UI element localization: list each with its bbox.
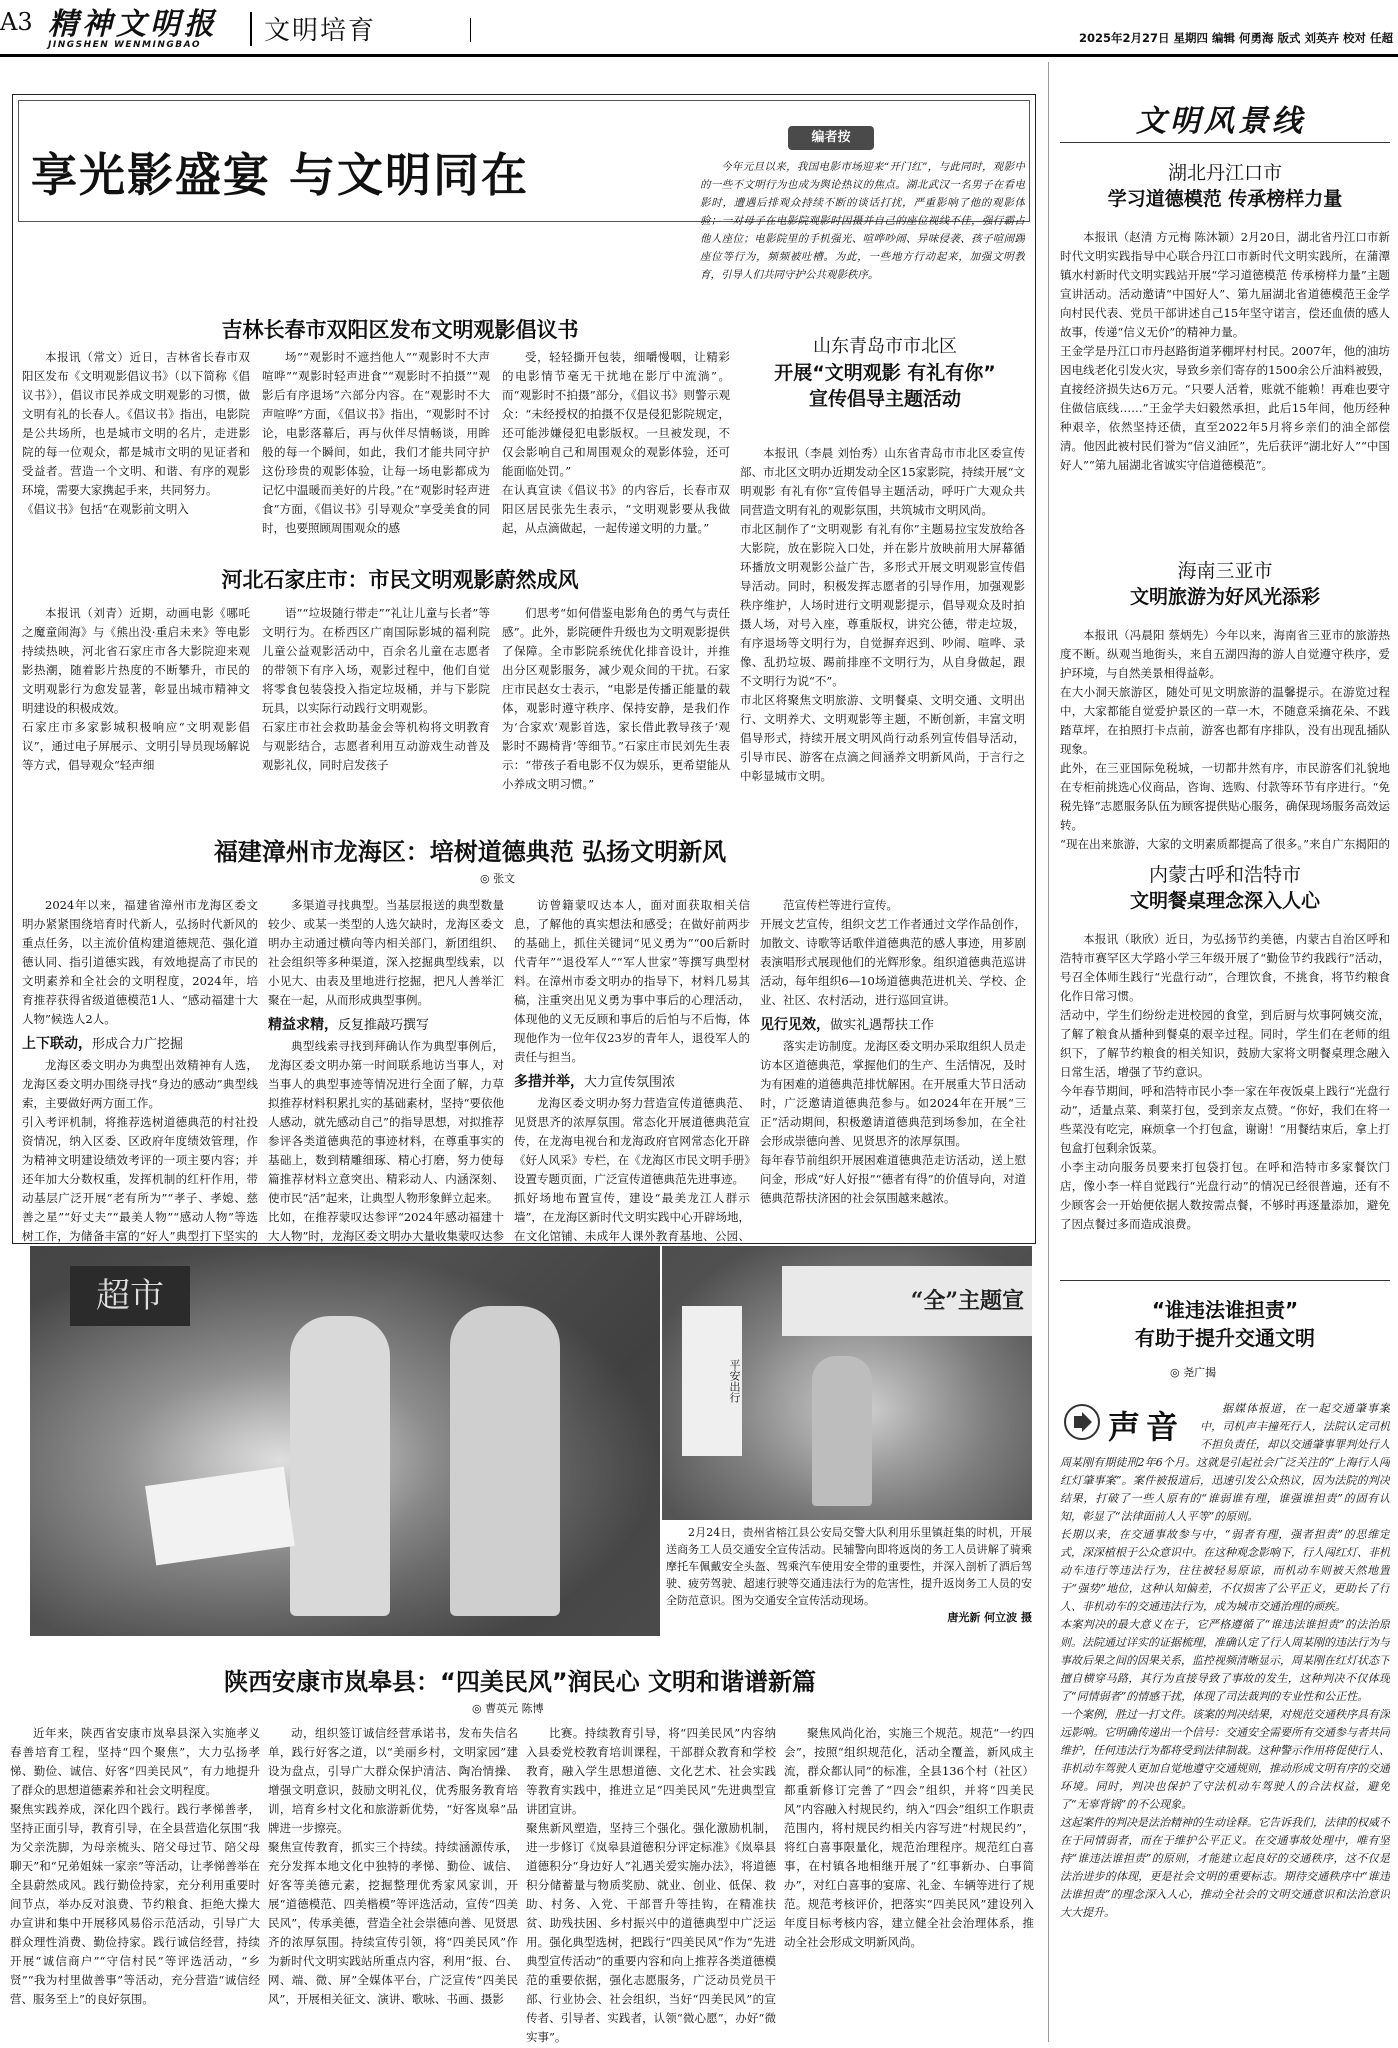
hebei-col-3: 们思考“如何借鉴电影角色的勇气与责任感”。此外，影院硬件升级也为文明观影提供了保障。全市影院系统优化排音设计，并推出分区观影服务，减少观众间的干扰。石家庄市民赵女士表示，“电影是传播正能量的载体，观影时遵守秩序、保持安静，是我们作为‘合家欢’观影首选，家长借此教导孩子‘观影时不踢椅背’等细节。”石家庄市民刘先生表示：“带孩子看电影不仅为娱乐，更希望能从小养成文明习惯。”: [502, 606, 730, 791]
shaanxi-byline: ◎ 曹英元 陈博: [472, 1702, 544, 1715]
lead-title: 享光影盛宴 与文明同在: [31, 148, 530, 202]
logo-en: JINGSHEN WENMINGBAO: [48, 40, 201, 50]
sidebar-s1-body: 本报讯（赵清 方元梅 陈沐颖）2月20日，湖北省丹江口市新时代文明实践指导中心联合丹江口市新时代文明实践所，在蒲潭镇水村新时代文明实践站开展“学习道德模范 传承榜样力量”主题宣讲活动。活动邀请“中国好人”、第九届湖北省道德模范王金学向村民代表、党员干部讲述自己15年坚守诺言，偿还血债的感人故事，传递“信义无价”的精神力量。 王金学是丹江口市丹赵路街道茅棚坪村村民。2007年，他的油坊因电线老化引发火灾，导致乡亲们寄存的1500余公斤油料被毁，直接经济损失达6万元。“只要人活着，账就不能赖！再难也要守住做信底线……”王金学夫妇毅然承担，此后15年间，他历经种种艰辛，依然坚持还债，直至2022年5月将乡亲们的油全部偿清。他因此被村民们誉为“信义油匠”，先后获评“湖北好人”“中国好人”“第九届湖北省诚实守信道德模范”。: [1060, 230, 1390, 472]
voice-body: 据媒体报道，在一起交通肇事案中，司机声丰撞死行人，法院认定司机不担负责任，却以交通肇事罪判处行人周某刚有期徒刑2年6个月。这就是引起社会广泛关注的“上海行人闯红灯肇事案”。案件被报道后，迅速引发公众热议，因为法院的判决结果，打破了一些人原有的“谁弱谁有理，谁强谁担责”的固有认知，彰显了“法律面前人人平等”的原则。 长期以来，在交通事故参与中，“弱者有理，强者担责”的思维定式，深深植根于公众意识中。在这种观念影响下，行人闯红灯、非机动车违行等违法行为，往往被轻易原谅，而机动车则被天然地置于“强势”地位，这种认知偏差，不仅损害了公平正义，更助长了行人、非机动车的交通违法行为，成为城市交通治理的顽疾。 本案判决的最大意义在于，它严格遵循了“谁违法谁担责”的法治原则。法院通过详实的证据梳理，准确认定了行人周某刚的违法行为与事故后果之间的因果关系，监控视频清晰显示，周某刚在红灯状态下擅自横穿马路，其行为直接导致了事故的发生，这种判决不仅体现了“同情弱者”的情感干扰，体现了司法裁判的专业性和公正性。 一个案例，胜过一打文件。该案的判决结果，对规范交通秩序具有深远影响。它明确传递出一个信号：交通安全需要所有交通参与者共同维护，任何违法行为都将受到法律制裁。这种警示作用将促使行人、非机动车驾驶人更加自觉地遵守交通规则，推动形成文明有序的交通环境。同时，判决也保护了守法机动车驾驶人的合法权益，避免了“无辜背锅”的不公现象。 这起案件的判决是法治精神的生动诠释。它告诉我们，法律的权威不在于同情弱者，而在于维护公平正义。在交通事故处理中，唯有坚持“谁违法谁担责”的原则，才能建立起良好的交通秩序，这不仅是法治进步的体现，更是社会文明的重要标志。期待交通秩序中“谁违法谁担责”的理念深入人心，推动全社会的文明交通意识和法治意识大大提升。: [1060, 1402, 1390, 1919]
voice-byline: ◎ 尧广揭: [1170, 1366, 1217, 1379]
hebei-col-2: 语”“垃圾随行带走”“礼让儿童与长者”等文明行为。在桥西区广南国际影城的福利院儿童公益观影活动中，百余名儿童在志愿者的带领下有序入场，观影过程中，他们自觉将零食包装袋投入指定垃圾桶，并与下影院玩具，以实际行动践行文明观影。 石家庄市社会救助基金会等机构将文明教育与观影结合，志愿者利用互动游戏生动普及观影礼仪，同时启发孩子: [262, 606, 490, 772]
sidebar-header-rule: [1060, 142, 1390, 143]
shandong-body: 本报讯（李晨 刘怡秀）山东省青岛市市北区委宣传部、市北区文明办近期发动全区15家影院，持续开展“文明观影 有礼有你”宣传倡导主题活动，呼吁广大观众共同营造文明有礼的观影氛围，共筑城市文明风尚。 市北区制作了“文明观影 有礼有你”主题易拉宝发放给各大影院，放在影院入口处，并在影片放映前用大屏幕循环播放文明观影公益广告，多形式开展文明观影宣传倡导活动。同时，积极发挥志愿者的引导作用，加强观影秩序维护，人场时进行文明观影提示，倡导观众及时拍摄人场，对号入座，尊重版权，讲究公德，带走垃圾，有序退场等文明行为，自觉摒弃迟到、吵闹、喧哗、录像、乱扔垃圾、踢前排座不文明行为，从自身做起，跟不文明行为说“不”。 市北区将聚焦文明旅游、文明餐桌、文明交通、文明出行、文明养犬、文明观影等主题，不断创新，丰富文明倡导形式，持续开展文明风尚行动系列宣传倡导活动，引导市民、游客在点滴之间涵养文明新风尚，于言行之中彰显城市文明。: [740, 446, 1025, 783]
shaanxi-col-1: 近年来，陕西省安康市岚皋县深入实施孝义春善培育工程，坚持“四个聚焦”，大力弘扬孝悌、勤俭、诚信、好客“四美民风”，有力地提升了群众的思想道德素养和社会文明程度。 聚焦实践养成，深化四个践行。践行孝悌善孝，坚持正面引导，教育引导，在全县营造化氛围“我为父亲洗脚，为母亲梳头、陪父母过节、陪父母聊天”和“兄弟姐妹一家亲”等活动，让孝悌善举在全县蔚然成风。践行勤俭持家，充分利用重要时间节点，举办反对浪费、节约粮食、拒绝大操大办宣讲和集中开展移风易俗示范活动，引导广大群众理性消费、勤俭持家。践行诚信经营，持续开展“诚信商户”“守信村民”等评选活动，“乡贤”“我为村里做善事”等活动，充分营造“诚信经营、服务至上”的良好氛围。: [10, 1726, 260, 2006]
shandong-title-2: 宣传倡导主题活动: [808, 388, 961, 410]
sidebar-s3-body: 本报讯（耿欣）近日，为弘扬节约美德，内蒙古自治区呼和浩特市赛罕区大学路小学三年级开展了“勤俭节约我践行”活动，号召全体师生践行“光盘行动”，合理饮食，不挑食，将节约粮食化作日常习惯。 活动中，学生们纷纷走进校园的食堂，到后厨与炊事阿姨交流，了解了粮食从播种到餐桌的艰辛过程。同时，学生们在老师的组织下，了解节约粮食的相关知识，鼓励大家将文明餐桌理念融入日常生活，增强了节约意识。 今年春节期间，呼和浩特市民小李一家在年夜饭桌上践行“光盘行动”，适量点菜、剩菜打包，受到亲友点赞。“你好，我们在将一些菜没有吃完，麻烦拿一个打包盒，谢谢！”用餐结束后，拿上打包盒打包剩余饭菜。 小李主动向服务员要来打包袋打包。在呼和浩特市多家餐饮门店，像小李一样自觉践行“光盘行动”的情况已经很普遍，还有不少顾客会一开始便依据人数按需点餐，不够时再逐量添加，避免了因点餐过多而造成浪费。: [1060, 932, 1390, 1231]
masthead-divider: [250, 12, 252, 46]
jilin-col-2: 场”“观影时不遮挡他人”“观影时不大声喧哗”“观影时轻声进食”“观影时不拍摄”“观影后有序退场”六部分内容。在“观影时不大声喧哗”方面，《倡议书》指出，“观影时不讨论，电影落幕后，再与伙伴尽情畅谈，用眸般的每一个瞬间，如此，我们才能共同守护这份珍贵的观影体验，让每一场电影都成为记忆中温暖而美好的片段。”在“观影时轻声进食”方面，《倡议书》引导观众“享受美食的同时，也要照顾周围观众的感: [262, 350, 490, 535]
masthead-divider-2: [470, 18, 471, 42]
fujian-col-4: 范宣传栏等进行宣传。 开展文艺宣传，组织文艺工作者通过文学作品创作，加散文、诗歌等话歌伴道德典范的感人事迹，用芗剧表演唱形式展现他们的光辉形象。组织道德典范巡讲活动，每年组织6—10场道德典范进机关、学校、企业、社区、农村活动，进行巡回宣讲。 见行见效，做实礼遇帮扶工作 落实走访制度。龙海区委文明办采取组织人员走访本区道德典范，掌握他们的生产、生活情况，及时为有困难的道德典范排忧解困。在开展重大节日活动时，广泛邀请道德典范参与。如2024年在开展“三正”活动期间，积极邀请道德典范到场参加，在全社会形成崇德向善、见贤思齐的浓厚氛围。 每年春节前组织开展困难道德典范走访活动，送上慰问金，形成“好人好报”“德者有得”的价值导向，对道德典范帮扶济困的社会氛围越来越浓。: [760, 898, 1026, 1205]
editor-tag: 编者按: [788, 126, 874, 150]
fujian-col-1: 2024年以来，福建省漳州市龙海区委文明办紧紧围绕培育时代新人，弘扬时代新风的重点任务，以主流价值构建道德规范、强化道德认同、指引道德实践，有效地提高了市民的文明素养和全社会的文明程度，2024年，培育推荐获得省级道德模范1人、“感动福建十大人物”候选人2人。 上下联动，形成合力广挖掘 龙海区委文明办为典型出效精神有人选，龙海区委文明办围绕寻找“身边的感动”典型线索，主要做好两方面工作。 引入考评机制，将推荐选树道德典范的村社投资情况，纳入区委、区政府年度绩效管理，作为精神文明建设绩效考评的一项主要内容；并还年加大分数权重，发挥机制的红杆作用，带动基层广泛开展“老有所为”“孝子、孝媳、慈善之星”“好丈夫”“最美人物”“感动人物”等选树工作，为储备丰富的“好人”典型打下坚实的: [22, 898, 258, 1243]
person-figure: [812, 1356, 872, 1506]
issue-meta: 2025年2月27日 星期四 编辑 何勇海 版式 刘英卉 校对 任超: [1078, 31, 1393, 45]
sidebar-divider: [1048, 62, 1049, 2042]
sidebar-header: 文明风景线: [1136, 104, 1306, 139]
photo-credit: 唐光新 何立波 摄: [947, 1611, 1032, 1624]
jilin-col-1: 本报讯（常文）近日，吉林省长春市双阳区发布《文明观影倡议书》（以下简称《倡议书》），倡议市民养成文明观影的习惯，做文明有礼的长春人。《倡议书》指出，电影院是公共场所，也是城市文明的名片，走进影院的每一位观众，都是城市文明的见证者和受益者。营造一个文明、和谐、有序的观影环境，需要大家携起手来，共同努力。 《倡议书》包括“在观影前文明入: [22, 350, 250, 516]
officer-figure-2: [450, 1306, 560, 1616]
voice-title-1: “谁违法谁担责”: [1151, 1298, 1299, 1322]
fujian-subhead-1: 上下联动，形成合力广挖掘: [22, 1036, 184, 1052]
photo-sign: 平安出行: [682, 1306, 742, 1456]
fujian-col-3: 访曾籍蒙叹达本人，面对面获取相关信息，了解他的真实想法和感受；在做好前两步的基础上，抓住关键词“见义勇为”“00后新时代青年”“退役军人”“军人世家”等撰写典型材料。在漳州市委文明办的指导下，材料几易其稿，注重突出见义勇为事中事后的心理活动，体现他的义无反顾和事后的后怕与不后悔，体现他作为一位年仅23岁的青年人，退役军人的责任与担当。 多措并举，大力宣传氛围浓 龙海区委文明办努力营造宣传道德典范、见贤思齐的浓厚氛围。常态化开展道德典范宣传，在龙海电视台和龙海政府官网常态化开辟《好人风采》专栏，在《龙海区市民文明手册》设置专题页面，广泛宣传道德典范先进事迹。 抓好场地布置宣传，建设“最美龙江人群示墙”，在龙海区新时代文明实践中心开辟场地，在文化馆铺、未成年人课外教育基地、公园、: [514, 898, 750, 1243]
sidebar-s3-region: 内蒙古呼和浩特市: [1148, 864, 1301, 886]
fujian-subhead-3: 多措并举，大力宣传氛围浓: [514, 1074, 676, 1090]
sidebar-s2-title: 文明旅游为好风光添彩: [1129, 586, 1320, 608]
shaanxi-col-3: 比赛。持续教育引导，将“四美民风”内容纳入县委党校教育培训课程，干部群众教育和学校教育，融入学生思想道德、文化艺术、社会实践等教育实践中，推进立足“四美民风”先进典型宣讲团宣讲。 聚焦新风塑造，坚持三个强化。强化激励机制，进一步修订《岚皋县道德积分评定标准》《岚皋县道德积分“身边好人”礼遇关爱实施办法》，将道德积分储蓄量与物质奖励、就业、创业、低保、救助、村务、入党、干部晋升等挂钩，在精准扶贫、助残扶困、乡村振兴中的道德典型中广泛运用。强化典型选树，把践行“四美民风”作为“先进典型宣传活动”的重要内容和向上推荐各类道德模范的重要依据，强化志愿服务，广泛动员党员干部、行业协会、社会组织，当好“四美民风”的宣传者、引导者、实践者，认领“微心愿”，办好“微实事”。: [526, 1726, 776, 2044]
sidebar-s3-title: 文明餐桌理念深入人心: [1129, 890, 1320, 912]
voice-label: 声音: [1108, 1408, 1185, 1446]
voice-title-2: 有助于提升交通文明: [1135, 1326, 1315, 1350]
fujian-col-2: 多渠道寻找典型。当基层报送的典型数量较少、或某一类型的人选欠缺时，龙海区委文明办主动通过横向等内相关部门，新团组织、社会组织等多种渠道，深入挖掘典型线索，以小见大、由表及里地进行挖掘，把凡人善举汇聚在一起，从而形成典型事例。 精益求精，反复推敲巧撰写 典型线索寻找到拜确认作为典型事例后，龙海区委文明办第一时间联系地访当事人，对当事人的典型事迹等情况进行全面了解，力草拟推荐材料积累扎实的基础素材，坚持“要依他人感动，就先感动自己”的指导思想，对拟推荐参评各类道德典范的事迹材料，在尊重事实的基础上，数到精雕细琢、精心打磨，努力使每篇推荐材料立意突出、精彩动人、内涵深刻、使市民“活”起来，让典型人物形象鲜立起来。 比如，在推荐蒙叹达参评“2024年感动福建十大人物”时，龙海区委文明办大量收集蒙叹达参: [268, 898, 504, 1243]
jilin-title: 吉林长春市双阳区发布文明观影倡议书: [221, 318, 579, 342]
section-name: 文明培育: [264, 16, 377, 46]
page-number: A3: [0, 8, 33, 36]
fujian-title: 福建漳州市龙海区：培树道德典范 弘扬文明新风: [213, 838, 727, 866]
shaanxi-col-4: 聚焦风尚化治，实施三个规范。规范“一约四会”，按照“组织规范化，活动全覆盖，新风成主流，群众都认同”的标准，全县136个村（社区）都重新修订完善了“四会”组织，并将“四美民风”内容融入村规民约，纳入“四会”组织工作职责范围内，将村规民约相关内容写进“村规民约”，将红白喜事限量化，规范治理程序。规范红白喜事，在村镇各地相继开展了“红事新办、白事简办”，对红白喜事的宴席、礼金、车辆等进行了规范。规范考核评价，把落实“四美民风”建设列入年度目标考核内容，建立健全社会治理体系，推动全社会形成文明新风尚。: [784, 1726, 1034, 1949]
sidebar-s2-body: 本报讯（冯晨阳 蔡炳先）今年以来，海南省三亚市的旅游热度不断。纵观当地街头，来自五湖四海的游人自觉遵守秩序，爱护环境，与自然美景相得益彰。 在大小洞天旅游区，随处可见文明旅游的温馨提示。在游览过程中，大家都能自觉爱护景区的一草一木，不随意采摘花朵、不践踏草坪，在拍照打卡点前，游客也都有序排队，没有出现乱插队现象。 此外，在三亚国际免税城，一切都井然有序，市民游客们礼貌地在专柜前挑选心仪商品，咨询、选购、付款等环节有序进行。“免税先锋”志愿服务队伍为顾客提供贴心服务，确保现场服务高效运转。 “现在出来旅游，大家的文明素质都提高了很多。”来自广东揭阳的: [1060, 628, 1390, 850]
hebei-col-1: 本报讯（刘青）近期，动画电影《哪吒之魔童闹海》与《熊出没·重启未来》等电影持续热映，河北省石家庄市各大影院迎来观影热潮，随着影片热度的不断攀升，市民的文明观影行为愈发显著，彰显出城市精神文明建设的积极成效。 石家庄市多家影城积极响应“文明观影倡议”，通过电子屏展示、文明引导员现场解说等方式，倡导观众“轻声细: [22, 606, 250, 772]
photo-shop-sign: 超市: [70, 1266, 190, 1326]
masthead-rule: [0, 54, 1398, 57]
hebei-title: 河北石家庄市：市民文明观影蔚然成风: [221, 568, 579, 592]
photo-caption: 2月24日，贵州省榕江县公安局交警大队利用乐里镇赶集的时机，开展送商务工人员交通安全宣传活动。民辅警向即将返岗的务工人员讲解了骑乘摩托车佩戴安全头盔、驾乘汽车使用安全带的重要性，并深入剖析了酒后驾驶、疲劳驾驶、超速行驶等交通违法行为的危害性，提升返岗务工人员的安全防范意识。图为交通安全宣传活动现场。 唐光新 何立波 摄: [666, 1526, 1032, 1624]
sidebar-s1-region: 湖北丹江口市: [1167, 162, 1282, 184]
logo-cn: 精神文明报: [48, 7, 218, 42]
photo-traffic-police: [30, 1246, 660, 1636]
fujian-subhead-4: 见行见效，做实礼遇帮扶工作: [760, 1017, 935, 1033]
fujian-byline: ◎ 张文: [480, 872, 516, 885]
shandong-title-1: 开展“文明观影 有礼有你”: [774, 362, 996, 384]
voice-top-rule: [1060, 1280, 1390, 1281]
editor-note: 今年元旦以来，我国电影市场迎来“开门红”，与此同时，观影中的一些不文明行为也成为舆论热议的焦点。湖北武汉一名男子在看电影时，遭遇后排观众持续不断的谈话打扰，严重影响了他的观影体验；一对母子在电影院观影时因摄并自己的座位视线不佳，强行霸占他人座位；电影院里的手机强光、喧哗吵闹、异味侵袭、孩子喧闹踢座位等行为，频频被吐槽。为此，一些地方行动起来，加强文明教育，引导人们共同守护公共观影秩序。: [700, 161, 1025, 281]
masthead-logo: [48, 8, 248, 50]
shaanxi-col-2: 动，组织签订诚信经营承诺书，发布失信名单，践行好客之道，以“美丽乡村，文明家园”建设为盘点，引导广大群众保护清洁、陶冶情操、增强文明意识，鼓励文明礼仪，优秀服务教育培训，培育乡村文化和旅游新优势，“好客岚皋”品牌进一步擦亮。 聚焦宣传教育，抓实三个持续。持续涵源传承，充分发挥本地文化中独特的孝悌、勤俭、诚信、好客等美德元素，挖掘整理优秀家风家训，开展“道德模范、四美楷模”等评选活动，宣传“四美民风”，传承美德，营造全社会崇德向善、见贤思齐的浓厚氛围。持续宣传引领，将“四美民风”作为新时代文明实践站所重点内容，利用“报、台、网、端、微、屏”全媒体平台，广泛宣传“四美民风”，开展相关征文、演讲、歌咏、书画、摄影: [268, 1726, 518, 2006]
shaanxi-title: 陕西安康市岚皋县：“四美民风”润民心 文明和谐谱新篇: [224, 1668, 816, 1696]
photo-banner: “全”主题宣: [782, 1266, 1032, 1336]
jilin-col-3: 受，轻轻撕开包装，细嚼慢咽，让精彩的电影情节毫无干扰地在影厅中流淌”。而“观影时不拍摄”部分，《倡议书》则警示观众：“未经授权的拍摄不仅是侵犯影院规定，还可能涉嫌侵犯电影版权。一旦被发现，不仅会影响自己和周围观众的观影体验，还可能面临处罚。” 在认真宣读《倡议书》的内容后，长春市双阳区居民张先生表示，“文明观影要从我做起，从点滴做起，一起传递文明的力量。”: [502, 350, 730, 535]
fujian-subhead-2: 精益求精，反复推敲巧撰写: [268, 1017, 430, 1033]
officer-figure-1: [290, 1316, 390, 1616]
shandong-region: 山东青岛市市北区: [813, 336, 957, 357]
sidebar-s2-region: 海南三亚市: [1177, 560, 1273, 582]
sidebar-s1-title: 学习道德模范 传承榜样力量: [1107, 188, 1343, 210]
photo-publicity-banner: [662, 1246, 1032, 1520]
